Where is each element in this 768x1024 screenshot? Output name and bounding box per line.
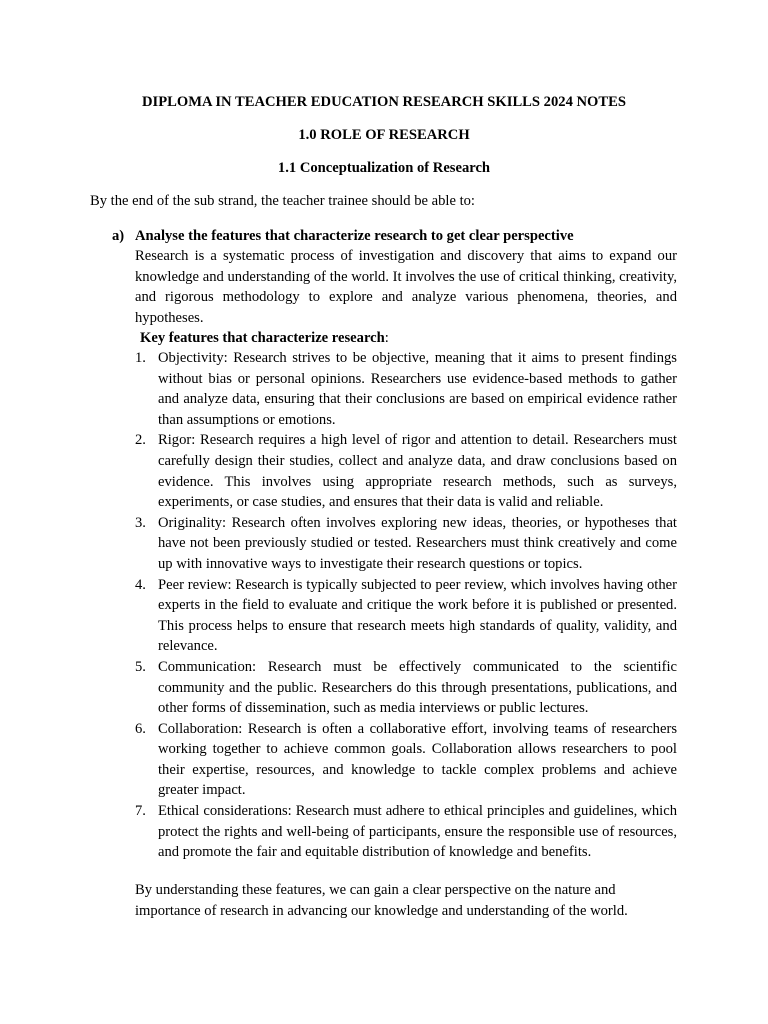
feature-text: Ethical considerations: Research must adhere to ethical principles and guidelines, which protect the rights and well-being of participants, ensure the responsible use of resources, and promote the fair and equitable distribution of knowledge and benefits. [158, 803, 677, 861]
feature-text: Peer review: Research is typically subjected to peer review, which involves having other experts in the field to evaluate and critique the work before it is published or presented. This process helps to ensure that research meets high standards of quality, validity, and relevance. [158, 576, 677, 655]
section-heading: 1.0 ROLE OF RESEARCH [298, 127, 470, 143]
feature-originality [135, 513, 677, 575]
key-features-colon: : [384, 330, 389, 346]
features-list [135, 348, 677, 863]
feature-number: 7. [135, 803, 146, 820]
feature-text: Collaboration: Research is often a collaborative effort, involving teams of researchers working together to achieve common goals. Collaboration allows researchers to pool their expertise, resources, and knowledge to tackle complex problems and achieve greater impact. [158, 720, 677, 799]
key-features-heading [140, 328, 680, 349]
feature-number: 5. [135, 658, 146, 675]
feature-ethical-considerations [135, 801, 677, 863]
item-a-marker: a) [112, 228, 125, 244]
feature-communication [135, 657, 677, 719]
feature-peer-review [135, 575, 677, 657]
conclusion-paragraph: By understanding these features, we can gain a clear perspective on the nature and importance of research in advancing our knowledge and understanding of the world. [135, 882, 628, 919]
feature-text: Originality: Research often involves exploring new ideas, theories, or hypotheses that have not been previously studied or tested. Researchers must think creatively and come up with innovative ways to investigate their research questions or topics. [158, 514, 677, 572]
key-features-heading-text: Key features that characterize research [140, 330, 385, 346]
intro-paragraph: By the end of the sub strand, the teacher trainee should be able to: [90, 193, 475, 209]
feature-collaboration [135, 719, 677, 801]
feature-text: Rigor: Research requires a high level of rigor and attention to detail. Researchers must carefully design their studies, collect and analyze data, and draw conclusions based on evidence. This involves using appropriate research methods, such as surveys, experiments, or case studies, and ensures that their data is valid and reliable. [158, 432, 677, 511]
feature-number: 4. [135, 576, 146, 593]
subsection-heading: 1.1 Conceptualization of Research [277, 160, 491, 176]
research-definition: Research is a systematic process of investigation and discovery that aims to expand our knowledge and understanding of the world. It involves the use of critical thinking, creativity, and rigorous methodology to explore and analyze various phenomena, theories, and hypotheses. [135, 248, 677, 326]
document-title: DIPLOMA IN TEACHER EDUCATION RESEARCH SKILLS 2024 NOTES [142, 94, 626, 110]
feature-rigor [135, 430, 677, 512]
feature-objectivity [135, 348, 677, 430]
feature-number: 1. [135, 350, 146, 366]
feature-text: Objectivity: Research strives to be objective, meaning that it aims to present findings without bias or personal opinions. Researchers use evidence-based methods to gather and analyze data, ensuring that their conclusions are based on empirical evidence rather than assumptions or emotions. [158, 350, 677, 428]
feature-text: Communication: Research must be effectively communicated to the scientific community and the public. Researchers do this through presentations, publications, and other forms of dissemination, such as media interviews or public lectures. [158, 658, 677, 717]
feature-number: 6. [135, 720, 146, 737]
feature-number: 3. [135, 514, 146, 531]
item-a-heading: Analyse the features that characterize research to get clear perspective [135, 228, 574, 244]
feature-number: 2. [135, 432, 146, 449]
